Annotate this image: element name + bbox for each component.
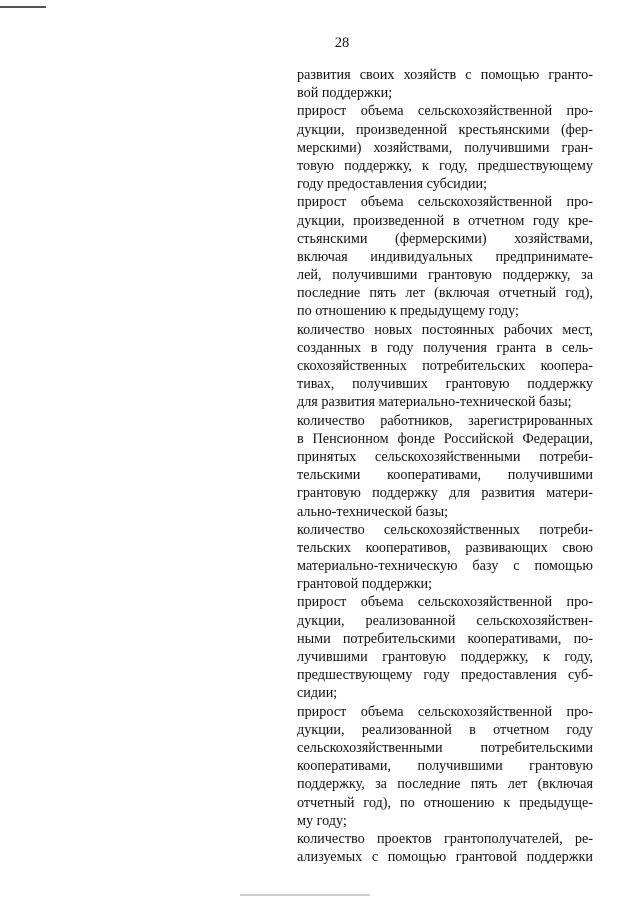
- text-line: количество новых постоянных рабочих мест,: [297, 321, 593, 338]
- scan-bottom-mark: [240, 894, 370, 896]
- text-line: тельскими кооперативами, получившими: [297, 467, 593, 484]
- text-line: тивах, получивших грантовую поддержку: [297, 376, 593, 393]
- scan-edge-mark: [0, 6, 46, 8]
- text-line: принятых сельскохозяйственными потреби-: [297, 448, 593, 465]
- text-line: товую поддержку, к году, предшествующему: [297, 157, 593, 174]
- text-line: прирост объема сельскохозяйственной про-: [297, 594, 593, 611]
- text-line: развития своих хозяйств с помощью гранто-: [297, 67, 593, 83]
- text-line: лей, получившими грантовую поддержку, за: [297, 267, 593, 284]
- text-line: ными потребительскими кооперативами, по-: [297, 630, 593, 647]
- text-line: скохозяйственных потребительских коопера-: [297, 358, 593, 374]
- text-line: количество работников, зарегистрированных: [297, 412, 593, 429]
- text-line: включая индивидуальных предпринимате-: [297, 248, 593, 265]
- text-line: количество проектов грантополучателей, ре-: [297, 830, 593, 847]
- text-line: лучившими грантовую поддержку, к году,: [297, 649, 593, 665]
- text-line: году предоставления субсидии;: [297, 176, 488, 193]
- text-column: [297, 66, 593, 866]
- text-line: отчетный год), по отношению к предыдуще-: [297, 794, 593, 811]
- text-line: количество сельскохозяйственных потреби-: [297, 521, 593, 538]
- text-line: прирост объема сельскохозяйственной про-: [297, 194, 593, 211]
- text-line: дукции, произведенной в отчетном году кре-: [297, 212, 593, 229]
- text-line: мерскими) хозяйствами, получившими гран-: [297, 139, 593, 156]
- text-line: ализуемых с помощью грантовой поддержки: [297, 849, 593, 866]
- text-line: созданных в году получения гранта в сель-: [297, 339, 593, 356]
- text-line: прирост объема сельскохозяйственной про-: [297, 703, 593, 720]
- text-line: кооперативами, получившими грантовую: [297, 758, 593, 775]
- text-line: в Пенсионном фонде Российской Федерации,: [297, 430, 593, 447]
- text-line: стьянскими (фермерскими) хозяйствами,: [297, 230, 593, 247]
- text-line: тельских кооперативов, развивающих свою: [297, 539, 593, 556]
- text-line: грантовую поддержку для развития матери-: [297, 485, 593, 502]
- text-line: грантовой поддержки;: [297, 576, 433, 593]
- text-line: прирост объема сельскохозяйственной про-: [297, 103, 593, 120]
- text-line: му году;: [297, 812, 347, 829]
- text-line: сельскохозяйственными потребительскими: [297, 739, 593, 756]
- text-line: материально-техническую базу с помощью: [297, 558, 593, 575]
- text-line: вой поддержки;: [297, 85, 393, 102]
- text-line: для развития материально-технической базы;: [297, 394, 572, 411]
- text-line: предшествующему году предоставления суб-: [297, 667, 593, 684]
- text-line: по отношению к предыдущему году;: [297, 303, 519, 320]
- text-line: последние пять лет (включая отчетный год),: [297, 285, 593, 302]
- text-line: дукции, реализованной в отчетном году: [297, 721, 593, 738]
- page-number: 28: [334, 35, 350, 51]
- text-line: ально-технической базы;: [297, 503, 449, 520]
- text-line: сидии;: [297, 685, 338, 702]
- text-line: дукции, реализованной сельскохозяйствен-: [297, 612, 593, 629]
- text-line: поддержку, за последние пять лет (включая: [297, 776, 593, 793]
- text-line: дукции, произведенной крестьянскими (фер-: [297, 121, 593, 138]
